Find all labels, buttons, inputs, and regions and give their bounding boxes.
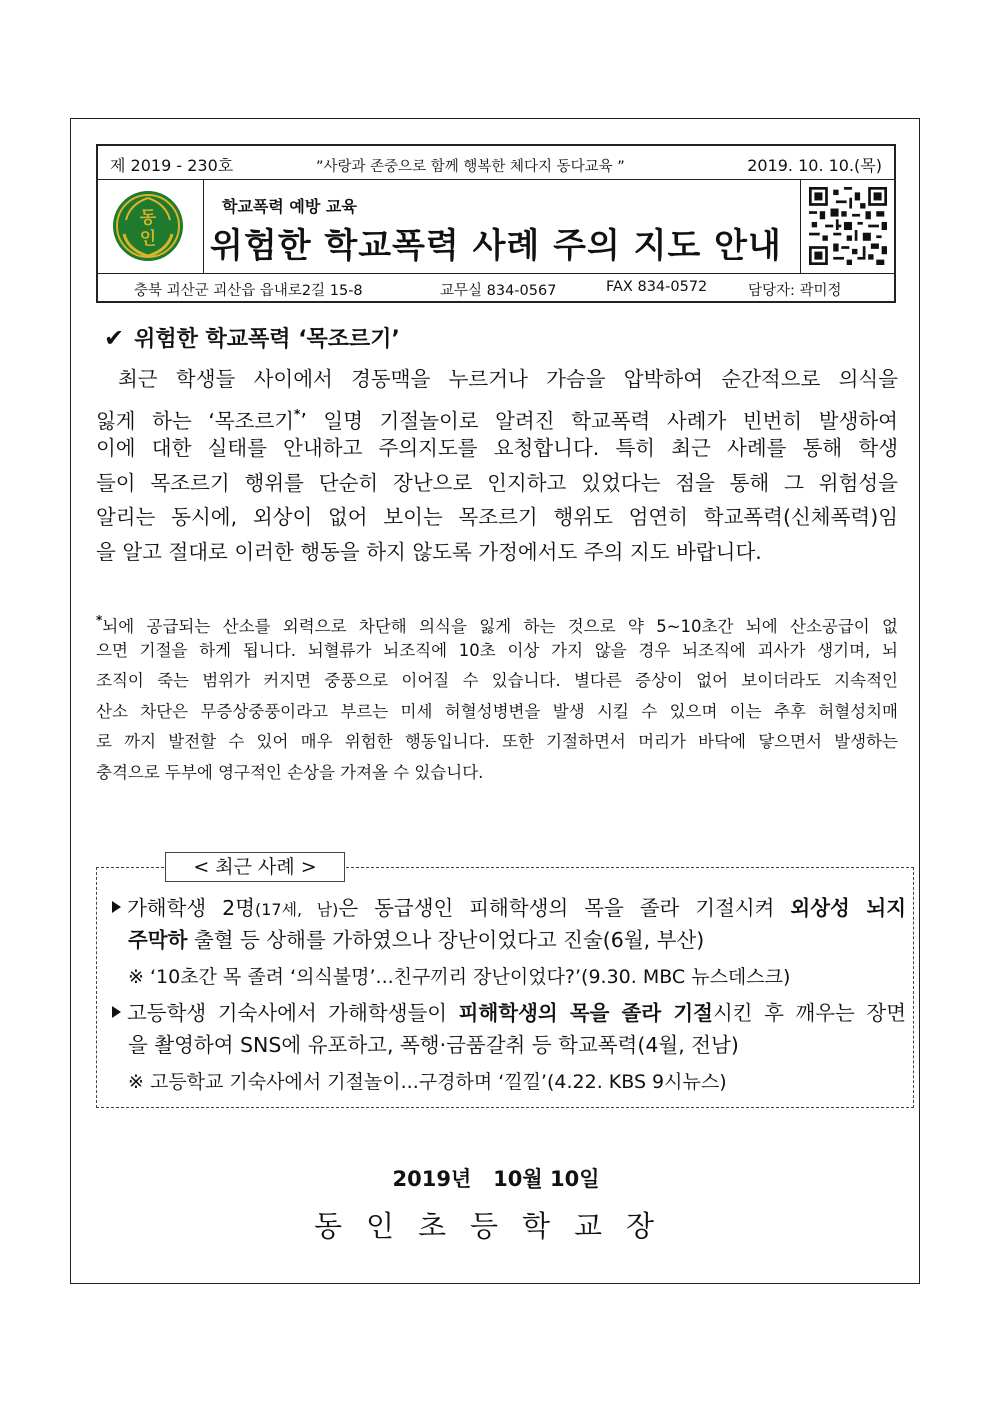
emblem-char-2: 인: [139, 229, 157, 249]
fax-number: FAX 834-0572: [606, 279, 708, 295]
issue-date-footer: 2019년 10월 10일: [392, 1167, 600, 1191]
body-paragraph: [96, 362, 898, 569]
section-heading: ✔ 위험한 학교폭력 ‘목조르기’: [104, 324, 400, 352]
triangle-bullet-icon: [112, 1006, 121, 1018]
body-line: 최근 학생들 사이에서 경동맥을 누르거나 가슴을 압박하여 순간적으로 의식을: [118, 367, 898, 391]
contact-person: 담당자: 곽미정: [748, 283, 842, 299]
body-line: 들이 목조르기 행위를 단순히 장난으로 인지하고 있었다는 점을 통해 그 위험성을: [96, 470, 898, 495]
school-motto: ”사랑과 존중으로 함께 행복한 체다지 동다교육 ”: [316, 159, 625, 175]
note-line: 조직이 죽는 범위가 커지면 중풍으로 이어질 수 있습니다. 별다른 증상이 없어 보이더라도 지속적인: [96, 671, 898, 690]
emblem-char-1: 동: [139, 208, 157, 228]
note-line: 으면 기절을 하게 됩니다. 뇌혈류가 뇌조직에 10초 이상 가지 않을 경우 뇌조직에 괴사가 생기며, 뇌: [96, 640, 898, 660]
triangle-bullet-icon: [112, 901, 121, 913]
footnote-mark: *: [96, 613, 103, 627]
case-2-reference: ※ 고등학교 기숙사에서 기절놀이...구경하며 ‘낄낄’(4.22. KBS 9시뉴스): [128, 1071, 727, 1093]
footnote-paragraph: [96, 605, 898, 788]
case-item-2: [112, 997, 906, 1061]
body-line: 잃게 하는 ‘목조르기*’ 일명 기절놀이로 알려진 학교폭력 사례가 빈번히 발생하여: [96, 406, 898, 433]
note-line: 로 까지 발전할 수 있어 매우 위험한 행동입니다. 또한 기절하면서 머리가 바닥에 닿으면서 발생하는: [96, 732, 898, 751]
newsletter-subtitle: 학교폭력 예방 교육: [222, 197, 357, 216]
header-top-row: [98, 146, 894, 180]
newsletter-header: [96, 144, 896, 303]
case-1-reference: ※ ‘10초간 목 졸려 ‘의식불명’...친구끼리 장난이었다?’(9.30. MBC 뉴스데스크): [128, 966, 791, 988]
case-item-1: [112, 892, 906, 956]
note-line: *뇌에 공급되는 산소를 외력으로 차단해 의식을 잃게 하는 것으로 약 5~10초간 뇌에 산소공급이 없: [96, 613, 898, 636]
note-line: 산소 차단은 무증상중풍이라고 부르는 미세 허혈성병변을 발생 시킬 수 있으며 이는 추후 허혈성치매: [96, 701, 898, 721]
issue-date: 2019. 10. 10.(목): [747, 156, 882, 175]
note-line: 충격으로 두부에 영구적인 손상을 가져올 수 있습니다.: [96, 762, 484, 782]
case-line: 을 촬영하여 SNS에 유포하고, 폭행·금품갈취 등 학교폭력(4월, 전남): [128, 1033, 739, 1057]
school-address: 충북 괴산군 괴산읍 읍내로2길 15-8: [134, 283, 363, 299]
qr-cell: [800, 180, 894, 273]
body-line: 알리는 동시에, 외상이 없어 보이는 목조르기 행위도 엄연히 학교폭력(신체폭력)임: [96, 505, 898, 529]
school-emblem-icon: [112, 190, 184, 262]
issue-number: 제 2019 - 230호: [110, 156, 234, 175]
body-line: 이에 대한 실태를 안내하고 주의지도를 요청합니다. 특히 최근 사례를 통해 학생: [96, 436, 898, 460]
case-line: 가해학생 2명(17세, 남)은 동급생인 피해학생의 목을 졸라 기절시켜 외상성 뇌지: [112, 892, 906, 924]
newsletter-title: 위험한 학교폭력 사례 주의 지도 안내: [210, 226, 782, 266]
case-line: 주막하 출혈 등 상해를 가하였으나 장난이었다고 진술(6월, 부산): [128, 928, 705, 952]
recent-cases-label: < 최근 사례 >: [165, 852, 345, 882]
header-contact-row: [98, 274, 894, 301]
principal-signature: 동인초등학교장: [313, 1209, 679, 1243]
body-line: 을 알고 절대로 이러한 행동을 하지 않도록 가정에서도 주의 지도 바랍니다.: [96, 539, 762, 564]
office-phone: 교무실 834-0567: [440, 283, 557, 299]
case-line: 고등학생 기숙사에서 가해학생들이 피해학생의 목을 졸라 기절시킨 후 깨우는 장면: [112, 997, 906, 1029]
qr-code-icon[interactable]: [809, 186, 887, 266]
check-icon: ✔: [104, 324, 125, 352]
logo-cell: [98, 180, 204, 273]
header-title-row: [98, 180, 894, 274]
footnote-mark: *: [294, 406, 301, 421]
